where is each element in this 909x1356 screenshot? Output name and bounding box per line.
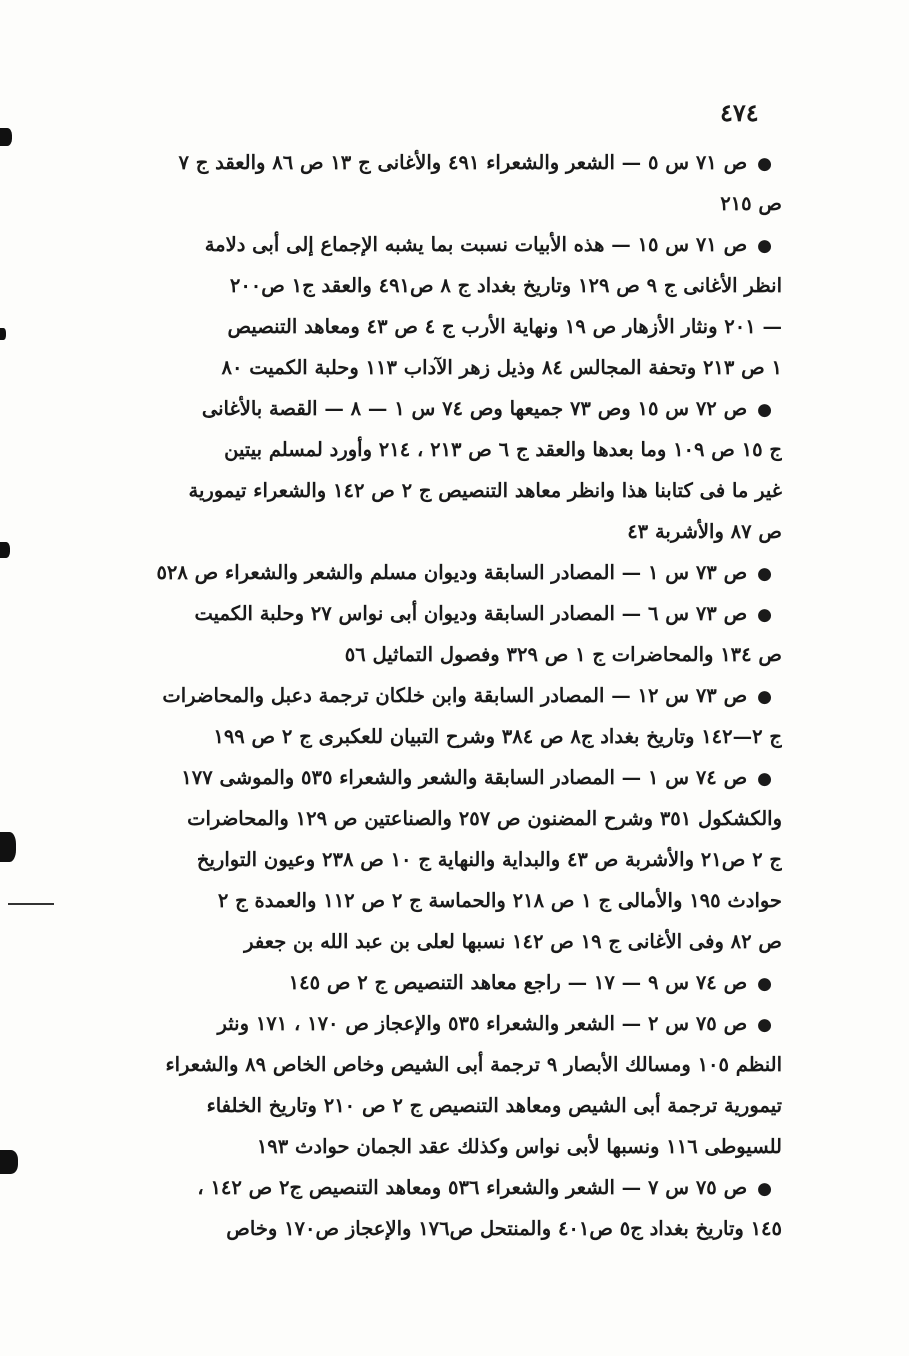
- footnote-text: ص ٧٢ س ١٥ وص ٧٣ جميعها وص ٧٤ س ١ — ٨ — القصة بالأغانى: [201, 397, 748, 420]
- bullet-icon: ●: [757, 154, 772, 174]
- footnote-entry-start: [136, 1003, 782, 1044]
- footnote-line: [136, 921, 782, 962]
- footnote-text: ج ٢—١٤٢ وتاريخ بغداد ج٨ ص ٣٨٤ وشرح التبيان للعكبرى ج ٢ ص ١٩٩: [213, 725, 782, 748]
- footnote-line: [136, 183, 782, 224]
- bullet-icon: ●: [757, 974, 772, 994]
- bullet-icon: ●: [757, 400, 772, 420]
- footnote-text: ص ٧١ س ١٥ — هذه الأبيات نسبت بما يشبه الإجماع إلى أبى دلامة: [204, 233, 748, 256]
- footnote-text: ص ٧٥ س ٢ — الشعر والشعراء ٥٣٥ والإعجاز ص ١٧٠ ، ١٧١ ونثر: [217, 1012, 748, 1035]
- footnote-text: ص ٨٢ وفى الأغانى ج ١٩ ص ١٤٢ نسبها لعلى بن عبد الله بن جعفر: [244, 930, 782, 953]
- scan-edge-dash: [8, 903, 54, 905]
- footnote-line: [136, 1085, 782, 1126]
- footnote-text: ص ٢١٥: [720, 192, 782, 215]
- footnote-text: ص ٧٤ س ١ — المصادر السابقة والشعر والشعراء ٥٣٥ والموشى ١٧٧: [181, 766, 748, 789]
- footnote-line: [136, 839, 782, 880]
- footnote-text: ص ٧٣ س ١ — المصادر السابقة وديوان مسلم والشعر والشعراء ص ٥٢٨: [156, 561, 748, 584]
- footnote-entry-start: [136, 552, 782, 593]
- page-number: ٤٧٤: [720, 98, 759, 127]
- footnote-text: ص ٨٧ والأشربة ٤٣: [627, 520, 782, 543]
- footnote-line: [136, 1044, 782, 1085]
- bullet-icon: ●: [757, 687, 772, 707]
- scan-edge-mark: [0, 1150, 18, 1174]
- footnote-entry-start: [136, 1167, 782, 1208]
- footnote-text: حوادث ١٩٥ والأمالى ج ١ ص ٢١٨ والحماسة ج ٢ ص ١١٢ والعمدة ج ٢: [217, 889, 782, 912]
- bullet-icon: ●: [757, 1179, 772, 1199]
- footnote-line: [136, 1208, 782, 1249]
- footnote-line: [136, 429, 782, 470]
- scan-edge-mark: [0, 328, 6, 340]
- footnote-line: [136, 470, 782, 511]
- footnote-entry-start: [136, 675, 782, 716]
- footnote-text: والكشكول ٣٥١ وشرح المضنون ص ٢٥٧ والصناعتين ص ١٢٩ والمحاضرات: [187, 807, 782, 830]
- footnote-line: [136, 716, 782, 757]
- footnote-entry-start: [136, 593, 782, 634]
- bullet-icon: ●: [757, 1015, 772, 1035]
- scan-edge-mark: [0, 128, 12, 146]
- footnote-text: انظر الأغانى ج ٩ ص ١٢٩ وتاريخ بغداد ج ٨ ص٤٩١ والعقد ج١ ص٢٠٠: [229, 274, 782, 297]
- bullet-icon: ●: [757, 769, 772, 789]
- footnote-line: [136, 1126, 782, 1167]
- scan-edge-mark: [0, 832, 16, 862]
- footnote-line: [136, 265, 782, 306]
- footnote-text: ص ٧١ س ٥ — الشعر والشعراء ٤٩١ والأغانى ج ١٣ ص ٨٦ والعقد ج ٧: [178, 151, 748, 174]
- footnote-entry-start: [136, 142, 782, 183]
- footnote-line: [136, 347, 782, 388]
- footnote-line: [136, 306, 782, 347]
- footnote-entry-start: [136, 224, 782, 265]
- footnote-text: تيمورية ترجمة أبى الشيص ومعاهد التنصيص ج ٢ ص ٢١٠ وتاريخ الخلفاء: [206, 1094, 782, 1117]
- footnote-line: [136, 511, 782, 552]
- footnote-text: ص ٧٤ س ٩ — ١٧ — راجع معاهد التنصيص ج ٢ ص ١٤٥: [288, 971, 748, 994]
- footnote-text: ص ٧٣ س ١٢ — المصادر السابقة وابن خلكان ترجمة دعبل والمحاضرات: [162, 684, 748, 707]
- footnote-text: ١ ص ٢١٣ وتحفة المجالس ٨٤ وذيل زهر الآداب ١١٣ وحلبة الكميت ٨٠: [221, 356, 782, 379]
- footnote-text: ج ١٥ ص ١٠٩ وما بعدها والعقد ج ٦ ص ٢١٣ ، ٢١٤ وأورد لمسلم بيتين: [224, 438, 782, 461]
- footnote-entry-start: [136, 757, 782, 798]
- footnote-line: [136, 880, 782, 921]
- footnote-text: ص ١٣٤ والمحاضرات ج ١ ص ٣٢٩ وفصول التماثيل ٥٦: [344, 643, 782, 666]
- footnote-text: ج ٢ ص٢١ والأشربة ص ٤٣ والبداية والنهاية ج ١٠ ص ٢٣٨ وعيون التواريخ: [196, 848, 782, 871]
- footnotes-block: [136, 142, 782, 1249]
- footnote-text: للسيوطى ١١٦ ونسبها لأبى نواس وكذلك عقد الجمان حوادث ١٩٣: [256, 1135, 782, 1158]
- footnote-line: [136, 798, 782, 839]
- scan-edge-mark: [0, 542, 10, 558]
- footnote-text: ص ٧٣ س ٦ — المصادر السابقة وديوان أبى نواس ٢٧ وحلبة الكميت: [194, 602, 748, 625]
- footnote-line: [136, 634, 782, 675]
- footnote-entry-start: [136, 962, 782, 1003]
- bullet-icon: ●: [757, 564, 772, 584]
- bullet-icon: ●: [757, 605, 772, 625]
- footnote-text: ص ٧٥ س ٧ — الشعر والشعراء ٥٣٦ ومعاهد التنصيص ج٢ ص ١٤٢ ،: [197, 1176, 748, 1199]
- footnote-text: — ٢٠١ ونثار الأزهار ص ١٩ ونهاية الأرب ج ٤ ص ٤٣ ومعاهد التنصيص: [227, 315, 782, 338]
- footnote-entry-start: [136, 388, 782, 429]
- footnote-text: ١٤٥ وتاريخ بغداد ج٥ ص٤٠١ والمنتحل ص١٧٦ والإعجاز ص١٧٠ وخاص: [226, 1217, 782, 1240]
- footnote-text: النظم ١٠٥ ومسالك الأبصار ٩ ترجمة أبى الشيص وخاص الخاص ٨٩ والشعراء: [165, 1053, 782, 1076]
- bullet-icon: ●: [757, 236, 772, 256]
- footnote-text: غير ما فى كتابنا هذا وانظر معاهد التنصيص ج ٢ ص ١٤٢ والشعراء تيمورية: [188, 479, 782, 502]
